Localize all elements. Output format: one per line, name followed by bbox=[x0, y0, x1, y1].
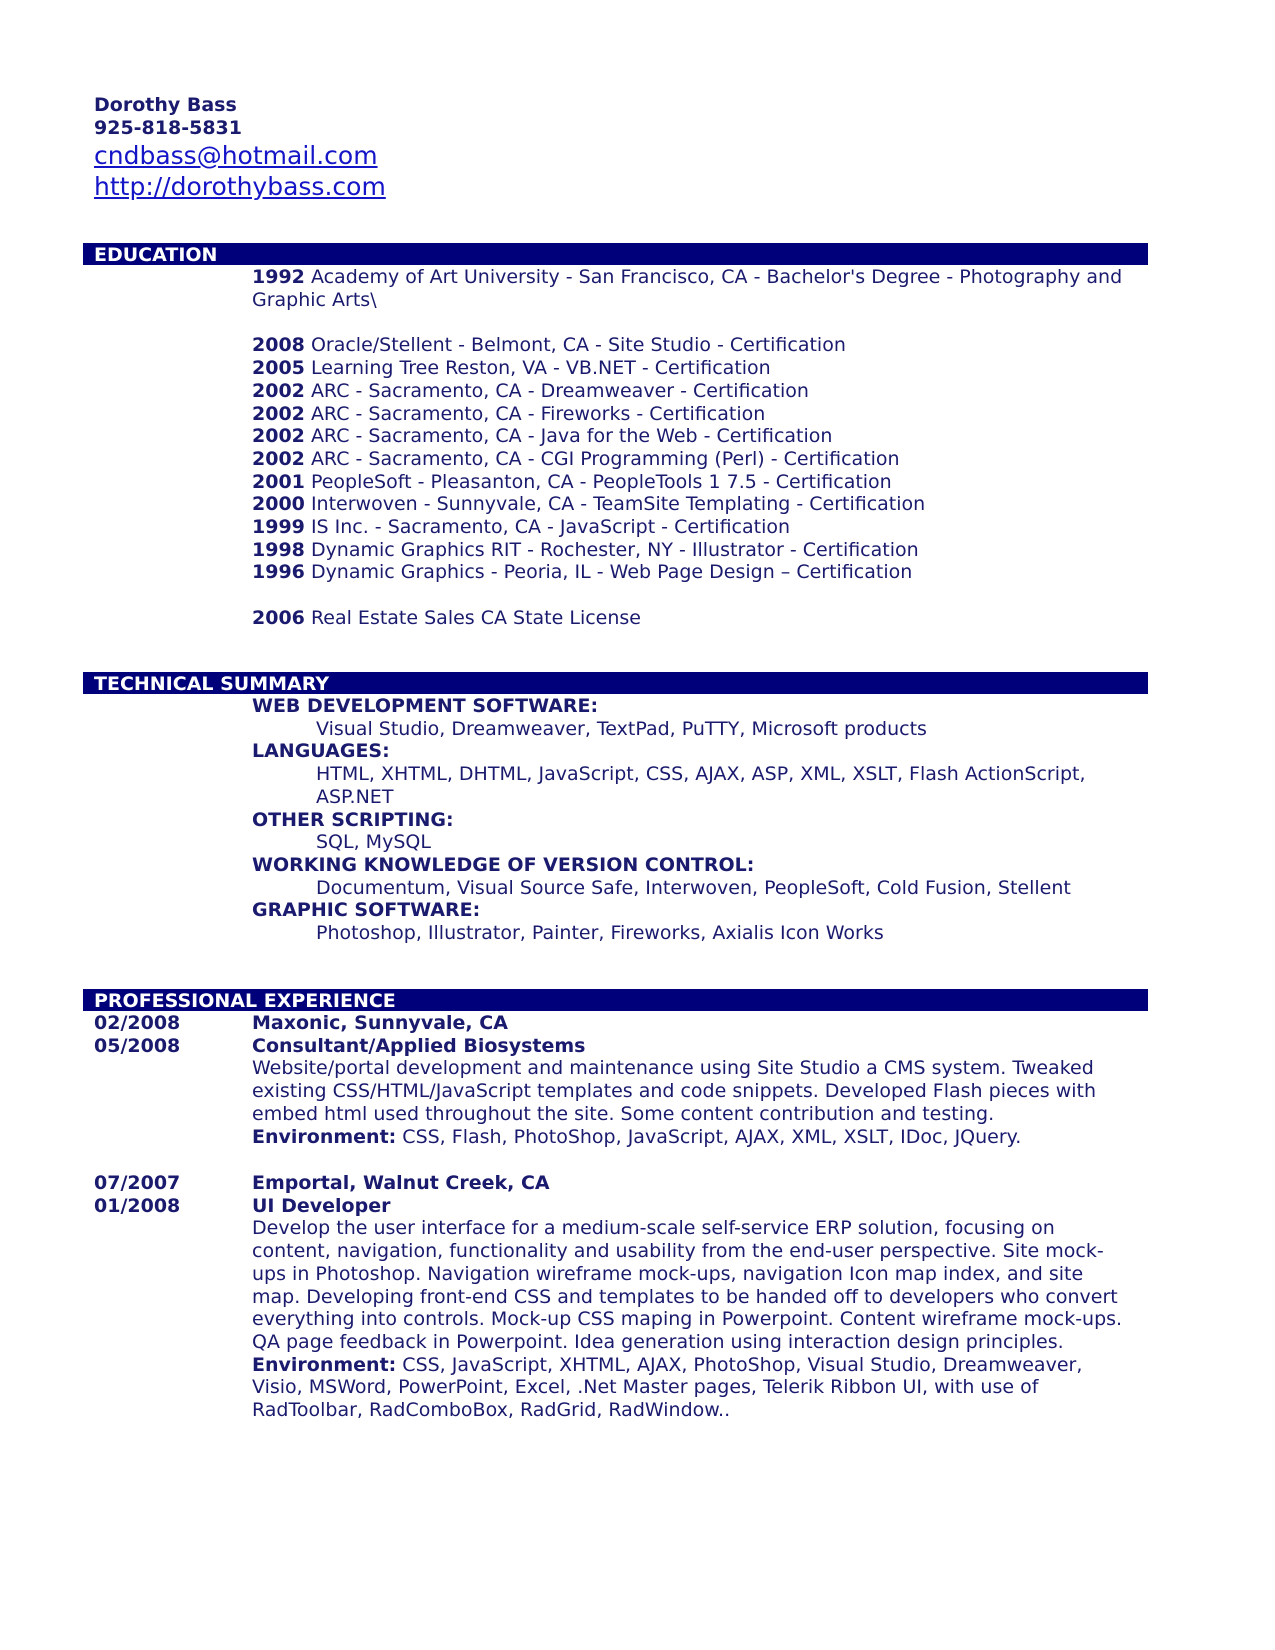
certification-entry: 2008 Oracle/Stellent - Belmont, CA - Site Studio - Certification bbox=[252, 334, 846, 357]
degree-year: 1992 bbox=[252, 266, 305, 288]
environment-label: Environment: bbox=[252, 1125, 397, 1148]
skill-category-label: WORKING KNOWLEDGE OF VERSION CONTROL: bbox=[252, 853, 755, 876]
environment-text: CSS, Flash, PhotoShop, JavaScript, AJAX, XML, XSLT, IDoc, JQuery. bbox=[402, 1125, 1022, 1148]
certification-entry: 2002 ARC - Sacramento, CA - CGI Programming (Perl) - Certification bbox=[252, 447, 900, 470]
skill-category-label: WEB DEVELOPMENT SOFTWARE: bbox=[252, 695, 599, 717]
job-entry bbox=[252, 1012, 1132, 1148]
email-link[interactable]: cndbass@hotmail.com bbox=[94, 141, 378, 170]
job-description: Website/portal development and maintenance using Site Studio a CMS system. Tweaked existing CSS/HTML/JavaScript templates and code snippets. Developed Flash pieces with embed html used throughout the site. Some content contribution and testing. bbox=[252, 1057, 1097, 1125]
contact-name: Dorothy Bass bbox=[94, 94, 237, 116]
job-entry bbox=[252, 1172, 1132, 1422]
skill-category-items: ASP.NET bbox=[316, 785, 394, 808]
job-environment bbox=[252, 1354, 1132, 1422]
degree-text: Academy of Art University - San Francisco, CA - Bachelor's Degree - Photography and Graphic Arts\ bbox=[252, 266, 1123, 311]
certification-entry: 2005 Learning Tree Reston, VA - VB.NET - Certification bbox=[252, 357, 771, 380]
skill-category-items: Documentum, Visual Source Safe, Interwoven, PeopleSoft, Cold Fusion, Stellent bbox=[316, 876, 1071, 899]
job-company: Maxonic, Sunnyvale, CA bbox=[252, 1012, 508, 1034]
certification-entry: 2001 PeopleSoft - Pleasanton, CA - PeopleTools 1 7.5 - Certification bbox=[252, 470, 892, 493]
degree-entry bbox=[252, 266, 1132, 311]
contact-phone: 925-818-5831 bbox=[94, 117, 242, 139]
job-end-date: 01/2008 bbox=[94, 1195, 181, 1217]
job-role: UI Developer bbox=[252, 1194, 391, 1217]
job-end-date: 05/2008 bbox=[94, 1035, 181, 1057]
section-heading-professional-experience: PROFESSIONAL EXPERIENCE bbox=[83, 989, 1148, 1011]
certification-entry: 1999 IS Inc. - Sacramento, CA - JavaScript - Certification bbox=[252, 516, 791, 539]
skill-category-items: Photoshop, Illustrator, Painter, Fireworks, Axialis Icon Works bbox=[316, 922, 884, 945]
certification-entry: 1998 Dynamic Graphics RIT - Rochester, NY - Illustrator - Certification bbox=[252, 538, 919, 561]
license-entry: 2006 Real Estate Sales CA State License bbox=[252, 607, 641, 630]
job-description: Develop the user interface for a medium-scale self-service ERP solution, focusing on content, navigation, functionality and usability from the end-user perspective. Site mock-ups in Photoshop. Navigation wireframe mock-ups, navigation Icon map index, and site map. Developing front-end CSS and templates to be handed off to developers who convert everything into controls. Mock-up CSS maping in Powerpoint. Content wireframe mock-ups. QA page feedback in Powerpoint. Idea generation using interaction design principles. bbox=[252, 1217, 1123, 1353]
job-start-date: 07/2007 bbox=[94, 1172, 181, 1194]
certification-entry: 2002 ARC - Sacramento, CA - Dreamweaver - Certification bbox=[252, 379, 809, 402]
certification-entry: 2002 ARC - Sacramento, CA - Fireworks - Certification bbox=[252, 402, 766, 425]
skill-category-label: GRAPHIC SOFTWARE: bbox=[252, 899, 481, 922]
section-heading-education: EDUCATION bbox=[83, 243, 1148, 265]
website-link[interactable]: http://dorothybass.com bbox=[94, 172, 386, 201]
environment-text: CSS, JavaScript, XHTML, AJAX, PhotoShop, Visual Studio, Dreamweaver, Visio, MSWord, PowerPoint, Excel, .Net Master pages, Telerik Ribbon UI, with use of RadToolbar, RadComboBox, RadGrid, RadWindow.. bbox=[252, 1353, 1083, 1422]
technical-summary bbox=[252, 695, 1132, 945]
job-start-date: 02/2008 bbox=[94, 1012, 181, 1034]
skill-category-items: Visual Studio, Dreamweaver, TextPad, PuTTY, Microsoft products bbox=[316, 717, 927, 740]
education-list bbox=[252, 266, 1132, 630]
certification-entry: 2002 ARC - Sacramento, CA - Java for the Web - Certification bbox=[252, 425, 833, 448]
certification-entry: 1996 Dynamic Graphics - Peoria, IL - Web Page Design – Certification bbox=[252, 561, 913, 584]
skill-category-items: SQL, MySQL bbox=[316, 831, 431, 854]
certification-entry: 2000 Interwoven - Sunnyvale, CA - TeamSite Templating - Certification bbox=[252, 493, 926, 516]
contact-block bbox=[94, 94, 386, 202]
skill-category-items: HTML, XHTML, DHTML, JavaScript, CSS, AJAX, ASP, XML, XSLT, Flash ActionScript, bbox=[316, 763, 1086, 786]
job-company: Emportal, Walnut Creek, CA bbox=[252, 1172, 550, 1194]
skill-category-label: OTHER SCRIPTING: bbox=[252, 808, 454, 831]
job-role: Consultant/Applied Biosystems bbox=[252, 1034, 586, 1057]
environment-label: Environment: bbox=[252, 1353, 397, 1376]
skill-category-label: LANGUAGES: bbox=[252, 740, 390, 763]
job-environment bbox=[252, 1126, 1132, 1149]
section-heading-technical-summary: TECHNICAL SUMMARY bbox=[83, 672, 1148, 694]
